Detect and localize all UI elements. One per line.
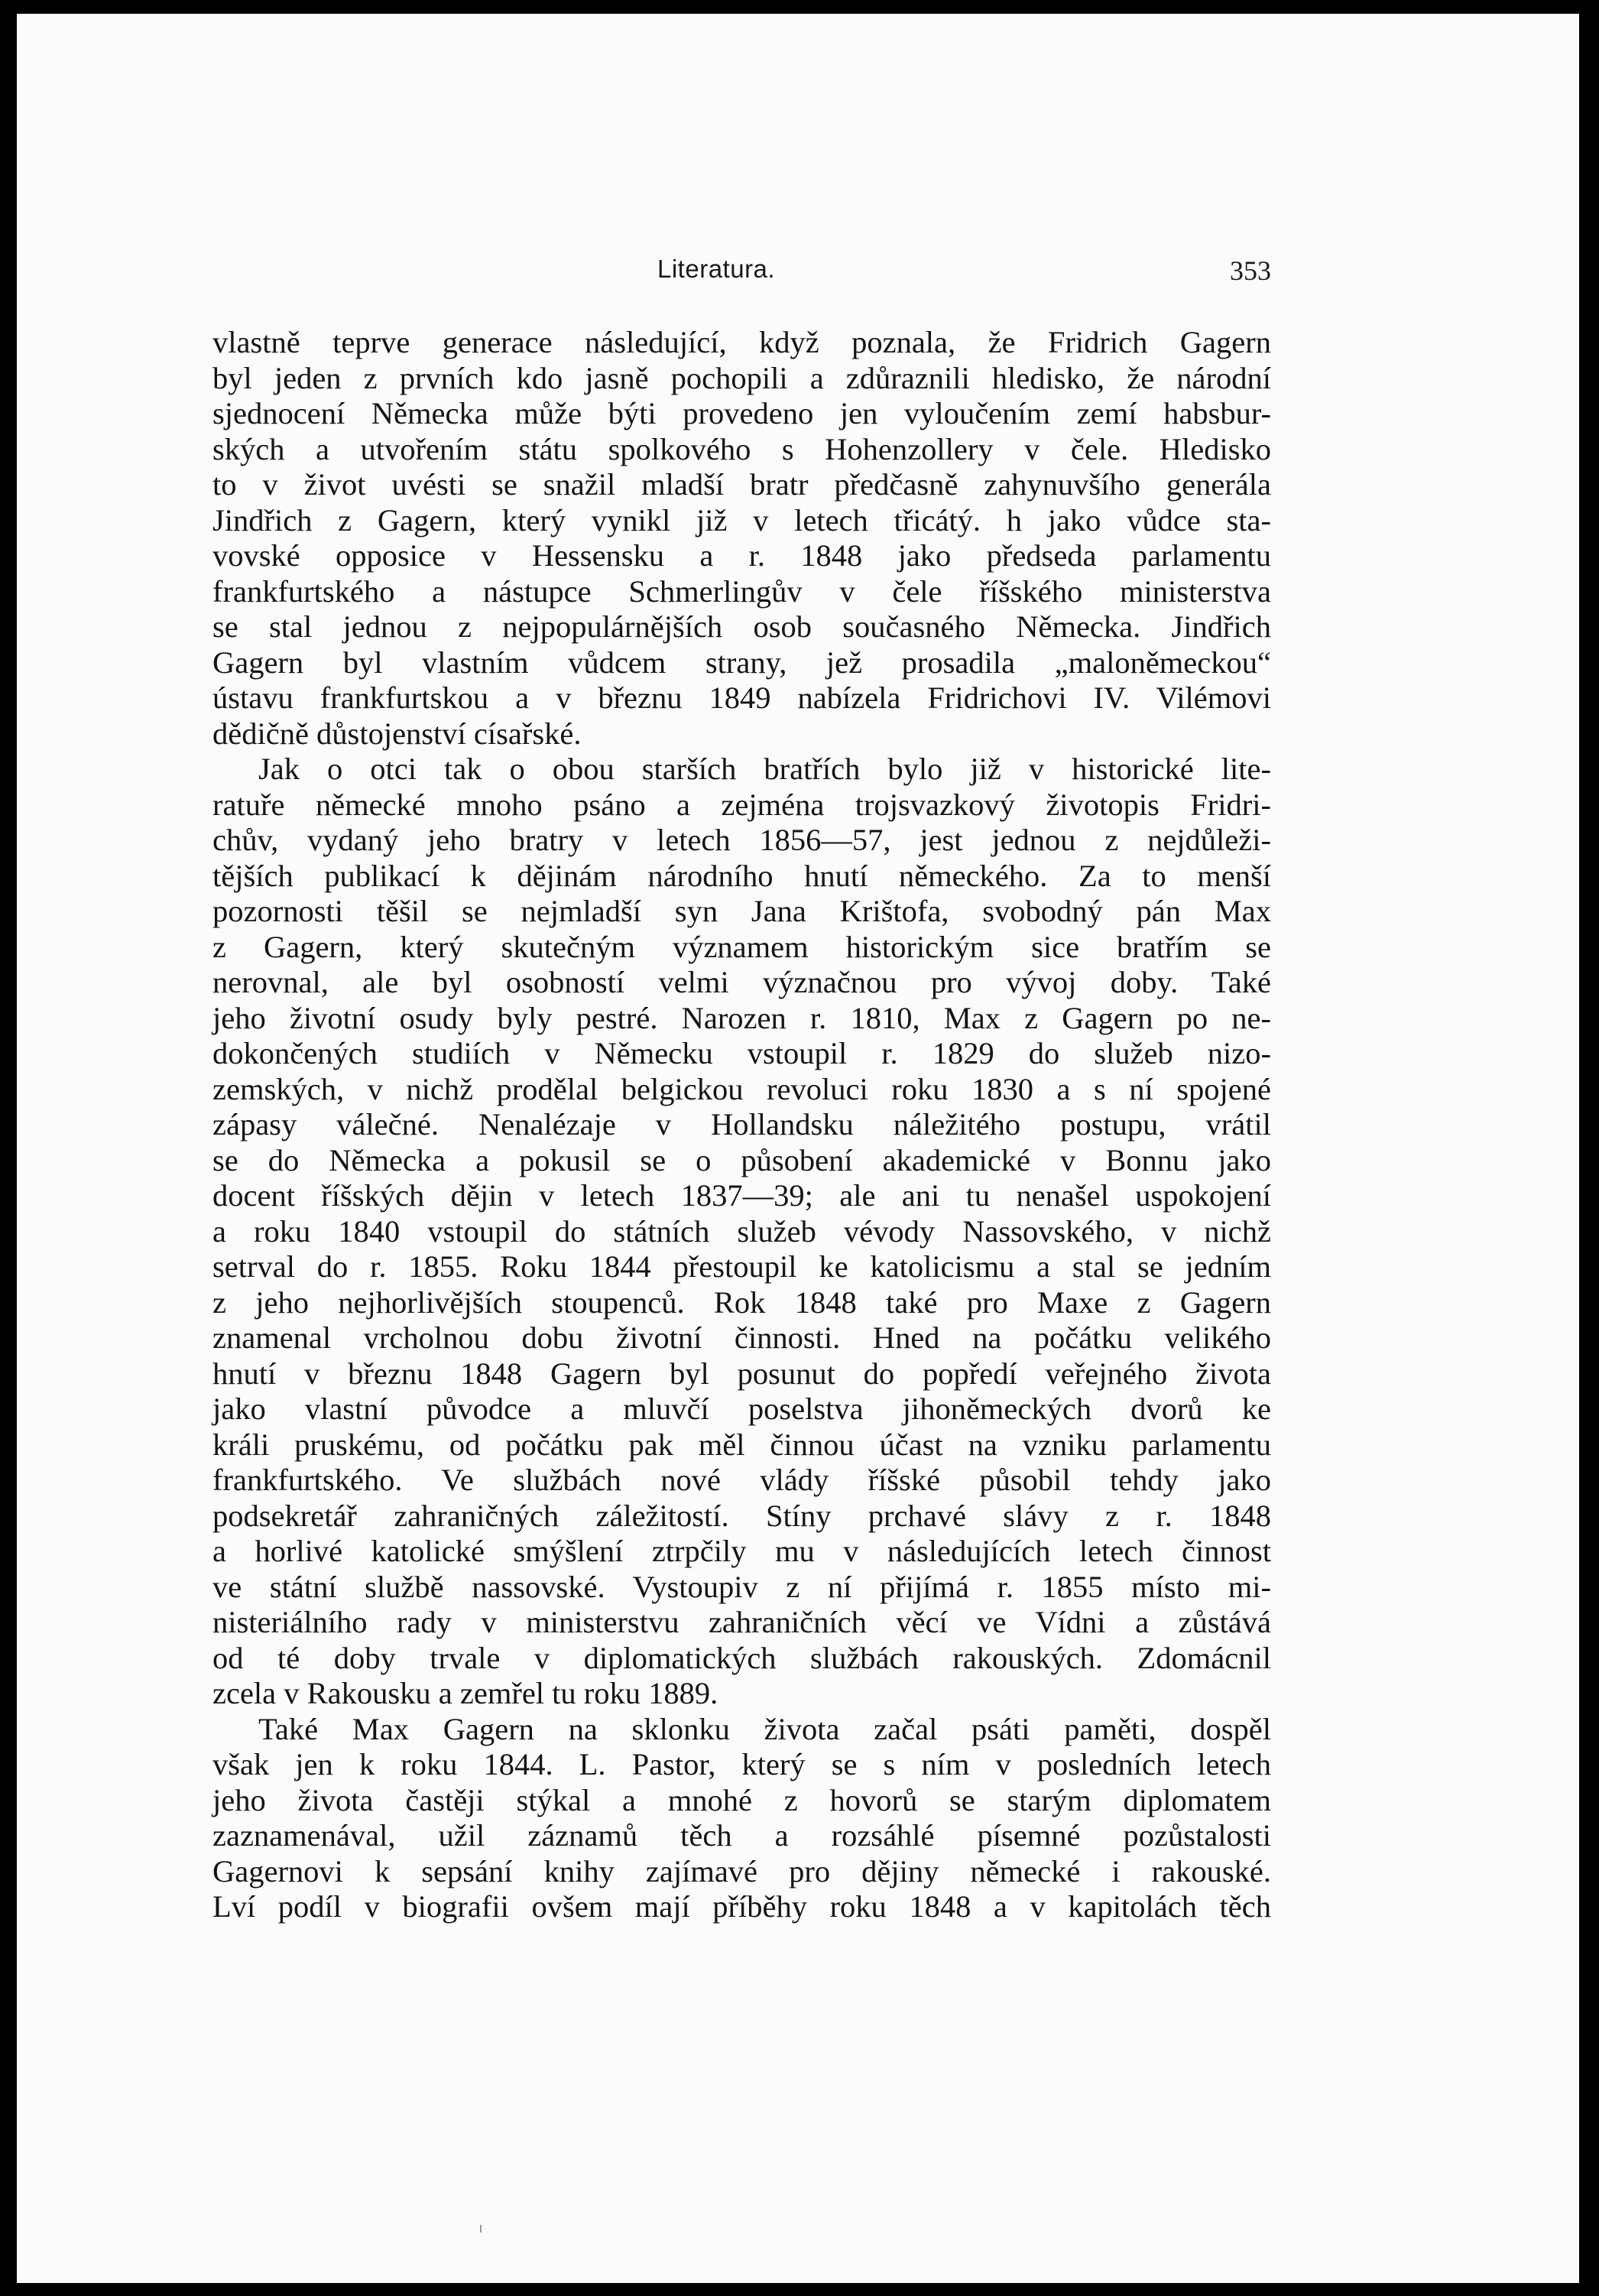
text-line: ratuře německé mnoho psáno a zejména trojsvazkový životopis Fridri-	[212, 787, 1271, 822]
text-line: a horlivé katolické smýšlení ztrpčily mu v následujících letech činnost	[212, 1534, 1271, 1568]
text-line: zaznamenával, užil záznamů těch a rozsáhlé písemné pozůstalosti	[212, 1818, 1271, 1853]
text-line: zemských, v nichž prodělal belgickou revoluci roku 1830 a s ní spojené	[212, 1071, 1271, 1106]
text-line: a roku 1840 vstoupil do státních služeb vévody Nassovského, v nichž	[212, 1213, 1271, 1249]
text-line: sjednocení Německa může býti provedeno jen vyloučením zemí habsbur-	[212, 396, 1271, 430]
text-line: jeho života častěji stýkal a mnohé z hovorů se starým diplomatem	[212, 1782, 1271, 1817]
text-line: setrval do r. 1855. Roku 1844 přestoupil ke katolicismu a stal se jedním	[212, 1249, 1271, 1284]
text-line: Gagernovi k sepsání knihy zajímavé pro dějiny německé i rakouské.	[212, 1853, 1271, 1888]
scan-speck	[480, 2225, 482, 2233]
running-head: Literatura.	[657, 255, 776, 283]
text-line: od té doby trvale v diplomatických službách rakouských. Zdomácnil	[212, 1640, 1271, 1675]
text-line: Gagern byl vlastním vůdcem strany, jež prosadila „maloněmeckou“	[212, 645, 1271, 680]
text-line: Jindřich z Gagern, který vynikl již v letech třicátý. h jako vůdce sta-	[212, 502, 1271, 537]
text-line: znamenal vrcholnou dobu životní činnosti. Hned na počátku velikého	[212, 1320, 1271, 1355]
text-line: zápasy válečné. Nenalézaje v Hollandsku náležitého postupu, vrátil	[212, 1107, 1271, 1142]
text-line: ských a utvořením státu spolkového s Hohenzollery v čele. Hledisko	[212, 431, 1271, 466]
text-line: se stal jednou z nejpopulárnějších osob současného Německa. Jindřich	[212, 609, 1271, 644]
text-line: Lví podíl v biografii ovšem mají příběhy roku 1848 a v kapitolách těch	[212, 1889, 1271, 1924]
text-line: ve státní službě nassovské. Vystoupiv z ní přijímá r. 1855 místo mi-	[212, 1569, 1271, 1604]
text-line: z jeho nejhorlivějších stoupenců. Rok 1848 také pro Maxe z Gagern	[212, 1284, 1271, 1320]
text-line: nerovnal, ale byl osobností velmi význačnou pro vývoj doby. Také	[212, 965, 1271, 999]
page-number: 353	[1230, 255, 1271, 286]
body-text	[212, 325, 1271, 1925]
text-line: tějších publikací k dějinám národního hnutí německého. Za to menší	[212, 858, 1271, 893]
text-line: to v život uvésti se snažil mladší bratr předčasně zahynuvšího generála	[212, 467, 1271, 502]
text-line: chův, vydaný jeho bratry v letech 1856—57, jest jednou z nejdůleži-	[212, 823, 1271, 857]
text-line: se do Německa a pokusil se o působení akademické v Bonnu jako	[212, 1142, 1271, 1177]
text-line: vovské opposice v Hessensku a r. 1848 jako předseda parlamentu	[212, 538, 1271, 573]
text-line: králi pruskému, od počátku pak měl činnou účast na vzniku parlamentu	[212, 1427, 1271, 1462]
text-line: pozornosti těšil se nejmladší syn Jana Krištofa, svobodný pán Max	[212, 894, 1271, 928]
text-line: frankfurtského a nástupce Schmerlingův v čele říšského ministerstva	[212, 573, 1271, 609]
page-header	[212, 255, 1271, 293]
text-line: jako vlastní původce a mluvčí poselstva jihoněmeckých dvorů ke	[212, 1392, 1271, 1426]
text-line: jeho životní osudy byly pestré. Narozen r. 1810, Max z Gagern po ne-	[212, 1000, 1271, 1035]
paragraph-end-line: zcela v Rakousku a zemřel tu roku 1889.	[212, 1676, 718, 1710]
text-line: však jen k roku 1844. L. Pastor, který se s ním v posledních letech	[212, 1747, 1271, 1781]
text-line: hnutí v březnu 1848 Gagern byl posunut do popředí veřejného života	[212, 1356, 1271, 1391]
paragraph-start-line: Jak o otci tak o obou starších bratřích bylo již v historické lite-	[258, 752, 1271, 786]
text-line: ústavu frankfurtskou a v březnu 1849 nabízela Fridrichovi IV. Vilémovi	[212, 680, 1271, 715]
text-line: podsekretář zahraničných záležitostí. Stíny prchavé slávy z r. 1848	[212, 1498, 1271, 1533]
text-line: frankfurtského. Ve službách nové vlády říšské působil tehdy jako	[212, 1463, 1271, 1497]
text-line: byl jeden z prvních kdo jasně pochopili a zdůraznili hledisko, že národní	[212, 360, 1271, 395]
paragraph-start-line: Také Max Gagern na sklonku života začal psáti paměti, dospěl	[258, 1711, 1271, 1746]
text-line: vlastně teprve generace následující, když poznala, že Fridrich Gagern	[212, 325, 1271, 359]
paragraph-end-line: dědičně důstojenství císařské.	[212, 716, 582, 751]
text-line: nisteriálního rady v ministerstvu zahraničních věcí ve Vídni a zůstává	[212, 1605, 1271, 1639]
text-line: z Gagern, který skutečným významem historickým sice bratřím se	[212, 929, 1271, 964]
text-line: docent říšských dějin v letech 1837—39; ale ani tu nenašel uspokojení	[212, 1178, 1271, 1213]
text-line: dokončených studiích v Německu vstoupil r. 1829 do služeb nizo-	[212, 1036, 1271, 1070]
